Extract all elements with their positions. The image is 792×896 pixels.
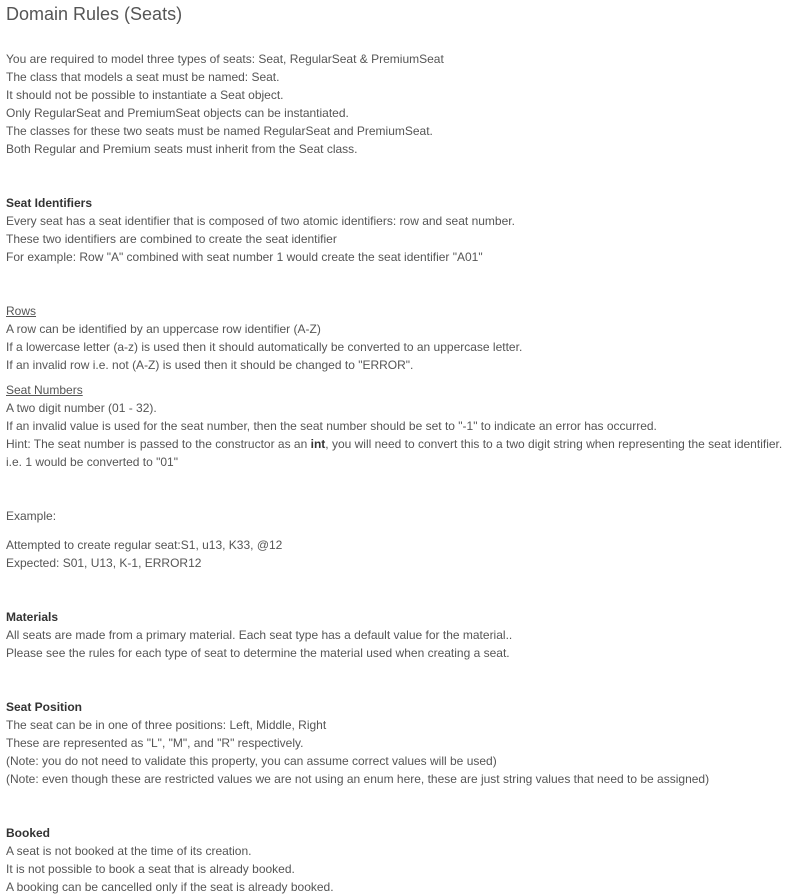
section-line: All seats are made from a primary material. Each seat type has a default value for the material.. (6, 628, 513, 642)
section-line: For example: Row "A" combined with seat number 1 would create the seat identifier "A01" (6, 250, 483, 264)
section-line: A seat is not booked at the time of its creation. (6, 844, 252, 858)
section-heading: Materials (6, 610, 59, 624)
intro-line: Only RegularSeat and PremiumSeat objects can be instantiated. (6, 106, 349, 120)
seat-identifiers-section (6, 194, 786, 266)
example-attempted: Attempted to create regular seat:S1, u13, K33, @12 (6, 538, 283, 552)
section-heading: Seat Identifiers (6, 196, 93, 210)
seat-numbers-section (6, 381, 786, 471)
hint-text: Hint: The seat number is passed to the constructor as an int, you will need to convert this to a two digit string when representing the seat identifier. i.e. 1 would be converted to "01" (6, 437, 783, 469)
section-line: A booking can be cancelled only if the seat is already booked. (6, 880, 334, 894)
example-section (6, 507, 786, 572)
section-line: A row can be identified by an uppercase row identifier (A-Z) (6, 322, 321, 336)
intro-line: The class that models a seat must be named: Seat. (6, 70, 280, 84)
section-line: The seat can be in one of three positions: Left, Middle, Right (6, 718, 327, 732)
intro-section (6, 50, 786, 158)
example-label: Example: (6, 509, 57, 523)
booked-section (6, 824, 786, 896)
section-line: If a lowercase letter (a-z) is used then it should automatically be converted to an uppercase letter. (6, 340, 523, 354)
section-line: These two identifiers are combined to create the seat identifier (6, 232, 337, 246)
section-line: If an invalid row i.e. not (A-Z) is used then it should be changed to "ERROR". (6, 358, 414, 372)
section-line: Every seat has a seat identifier that is composed of two atomic identifiers: row and seat number. (6, 214, 515, 228)
section-heading: Seat Position (6, 700, 83, 714)
section-heading: Booked (6, 826, 51, 840)
sub-heading: Seat Numbers (6, 383, 83, 397)
intro-line: You are required to model three types of seats: Seat, RegularSeat & PremiumSeat (6, 52, 444, 66)
section-line: Please see the rules for each type of seat to determine the material used when creating a seat. (6, 646, 510, 660)
section-line: If an invalid value is used for the seat number, then the seat number should be set to "-1" to indicate an error has occurred. (6, 419, 657, 433)
section-line: (Note: you do not need to validate this property, you can assume correct values will be used) (6, 754, 497, 768)
seat-position-section (6, 698, 786, 788)
section-line: A two digit number (01 - 32). (6, 401, 157, 415)
rows-section (6, 302, 786, 374)
materials-section (6, 608, 786, 662)
hint-keyword: int (310, 437, 326, 451)
example-expected: Expected: S01, U13, K-1, ERROR12 (6, 556, 202, 570)
intro-line: Both Regular and Premium seats must inherit from the Seat class. (6, 142, 358, 156)
section-line: It is not possible to book a seat that is already booked. (6, 862, 295, 876)
section-line: (Note: even though these are restricted values we are not using an enum here, these are just string values that need to be assigned) (6, 772, 710, 786)
intro-line: The classes for these two seats must be named RegularSeat and PremiumSeat. (6, 124, 433, 138)
sub-heading: Rows (6, 304, 37, 318)
section-line: These are represented as "L", "M", and "R" respectively. (6, 736, 304, 750)
page-title: Domain Rules (Seats) (6, 4, 183, 24)
intro-line: It should not be possible to instantiate a Seat object. (6, 88, 284, 102)
